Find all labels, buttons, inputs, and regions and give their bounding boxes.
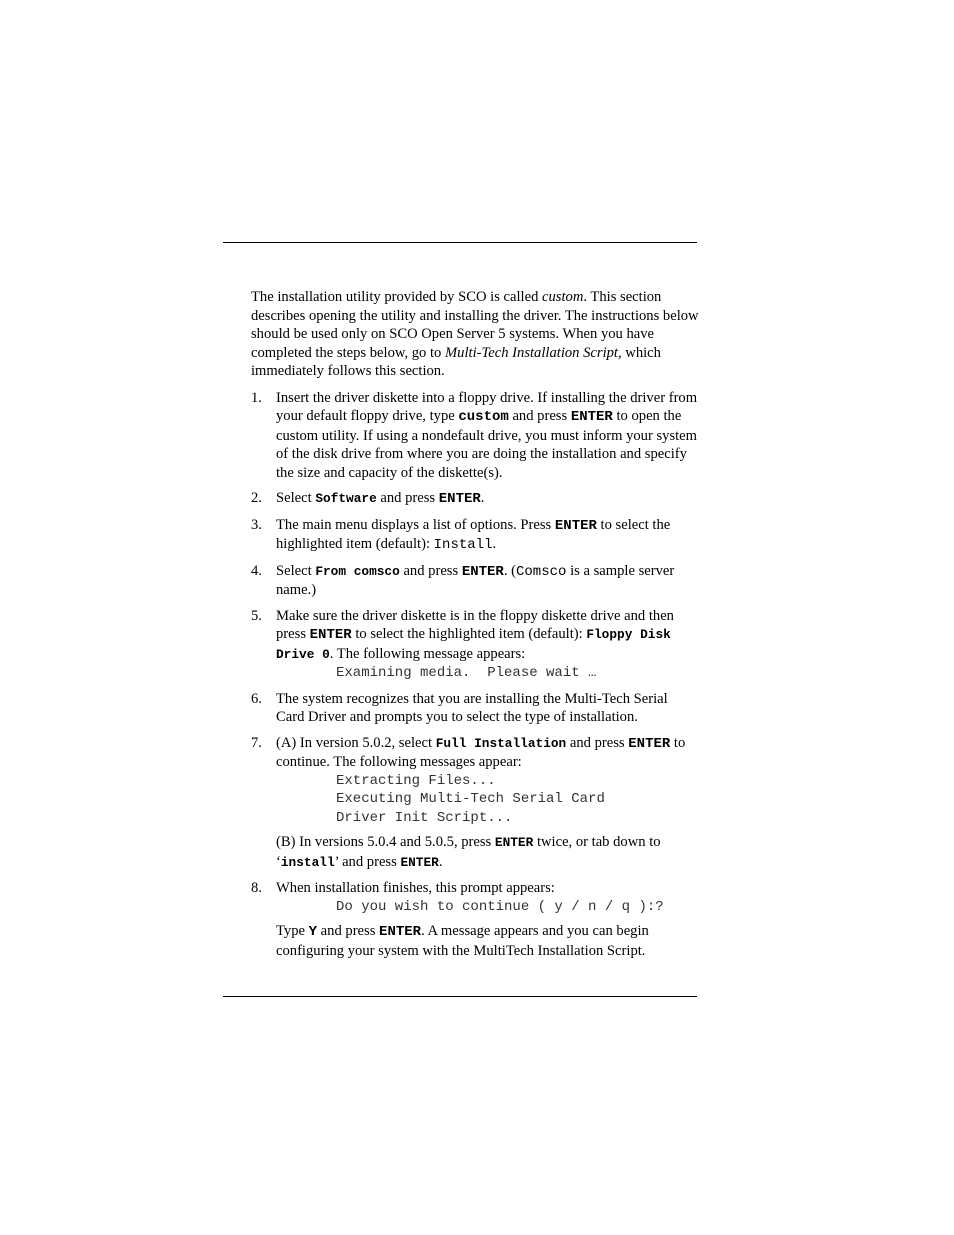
key-enter: ENTER: [309, 627, 352, 643]
step-7: [251, 734, 699, 873]
step-number: 1.: [251, 389, 262, 406]
intro-text: . This section describes opening the utility and installing the driver. The instructions below should be used only on SCO Open Server 5 systems. When you have completed the steps below, go to: [251, 289, 699, 361]
step-number: 4.: [251, 562, 262, 579]
key-enter: ENTER: [628, 735, 671, 752]
step-text: is a sample server name.): [276, 562, 675, 598]
key-enter: ENTER: [461, 563, 504, 580]
screen-message: Extracting Files...: [336, 772, 496, 789]
step-number: 5.: [251, 607, 262, 624]
screen-message: Driver Init Script...: [336, 809, 513, 826]
step-text: Select: [276, 562, 316, 579]
steps-list: [251, 389, 699, 961]
step-text: to open the custom utility. If using a nondefault drive, you must inform your system of the disk drive from where you are doing the installation and specify the size and capacity of the diskette(s).: [276, 408, 698, 481]
step-6: [251, 690, 699, 727]
screen-prompt: Do you wish to continue ( y / n / q ):?: [336, 898, 664, 915]
intro-paragraph: [251, 288, 699, 381]
command-custom: custom: [458, 409, 509, 425]
step-text: and press: [566, 734, 629, 751]
step-2: [251, 489, 699, 509]
key-enter: ENTER: [554, 517, 597, 534]
step-text: The system recognizes that you are installing the Multi-Tech Serial Card Driver and prompts you to select the type of installation.: [276, 690, 668, 725]
custom-term: custom: [542, 289, 584, 305]
step-text: (A) In version 5.0.2, select: [276, 734, 436, 751]
installation-script-reference: Multi-Tech Installation Script,: [445, 344, 622, 361]
step-text: to select the highlighted item (default):: [276, 516, 671, 552]
intro-text: which immediately follows this section.: [251, 344, 661, 379]
step-text: . A message appears and you can begin configuring your system with the MultiTech Installation Script.: [276, 923, 649, 959]
step-text: ’ and press: [334, 853, 401, 870]
step-text: to select the highlighted item (default):: [351, 626, 587, 642]
screen-message: Examining media. Please wait …: [336, 665, 597, 681]
key-enter: ENTER: [400, 854, 439, 870]
step-text: . (: [503, 562, 516, 579]
step-5: [251, 607, 699, 683]
server-name: Comsco: [516, 563, 567, 580]
step-1: [251, 389, 699, 483]
key-y: Y: [308, 924, 318, 940]
key-enter: ENTER: [438, 491, 481, 507]
menu-from-comsco: From comsco: [315, 563, 400, 579]
step-number: 3.: [251, 516, 262, 533]
screen-message: Executing Multi-Tech Serial Card: [336, 791, 605, 807]
step-text: (B) In versions 5.0.4 and 5.0.5, press: [276, 834, 495, 850]
step-text: and press: [317, 923, 380, 939]
bottom-rule: [223, 996, 697, 997]
step-text: . The following message appears:: [329, 645, 526, 662]
step-text: .: [492, 536, 497, 552]
step-number: 8.: [251, 880, 262, 896]
step-8: [251, 879, 699, 960]
page-body: [251, 288, 699, 967]
step-text: and press: [399, 562, 462, 579]
step-4: [251, 562, 699, 600]
menu-floppy-disk-drive: Floppy Disk Drive 0: [276, 627, 671, 662]
intro-text: The installation utility provided by SCO is called: [251, 289, 543, 305]
step-8-instruction: [276, 922, 699, 960]
step-text: Type: [276, 923, 309, 939]
key-enter: ENTER: [570, 409, 613, 425]
step-text: twice, or tab down to ‘: [276, 834, 661, 870]
step-text: When installation finishes, this prompt appears:: [276, 880, 555, 896]
key-enter: ENTER: [494, 835, 534, 850]
menu-install: install: [280, 854, 335, 870]
step-text: .: [480, 490, 485, 506]
step-number: 6.: [251, 690, 262, 707]
step-text: .: [438, 853, 443, 870]
step-text: to continue. The following messages appear:: [276, 734, 686, 770]
step-number: 7.: [251, 734, 262, 751]
step-7-option-b: [276, 833, 699, 872]
step-text: and press: [508, 408, 571, 424]
step-text: Insert the driver diskette into a floppy drive. If installing the driver from your default floppy drive, type: [276, 389, 698, 424]
menu-software: Software: [315, 491, 377, 506]
menu-install: Install: [433, 537, 493, 553]
step-number: 2.: [251, 490, 262, 506]
menu-full-installation: Full Installation: [435, 735, 567, 751]
step-text: The main menu displays a list of options. Press: [276, 516, 555, 533]
step-text: Make sure the driver diskette is in the floppy diskette drive and then press: [276, 607, 674, 642]
step-text: and press: [376, 490, 439, 506]
step-text: Select: [276, 490, 316, 506]
step-3: [251, 516, 699, 555]
key-enter: ENTER: [379, 924, 422, 940]
top-rule: [223, 242, 697, 243]
